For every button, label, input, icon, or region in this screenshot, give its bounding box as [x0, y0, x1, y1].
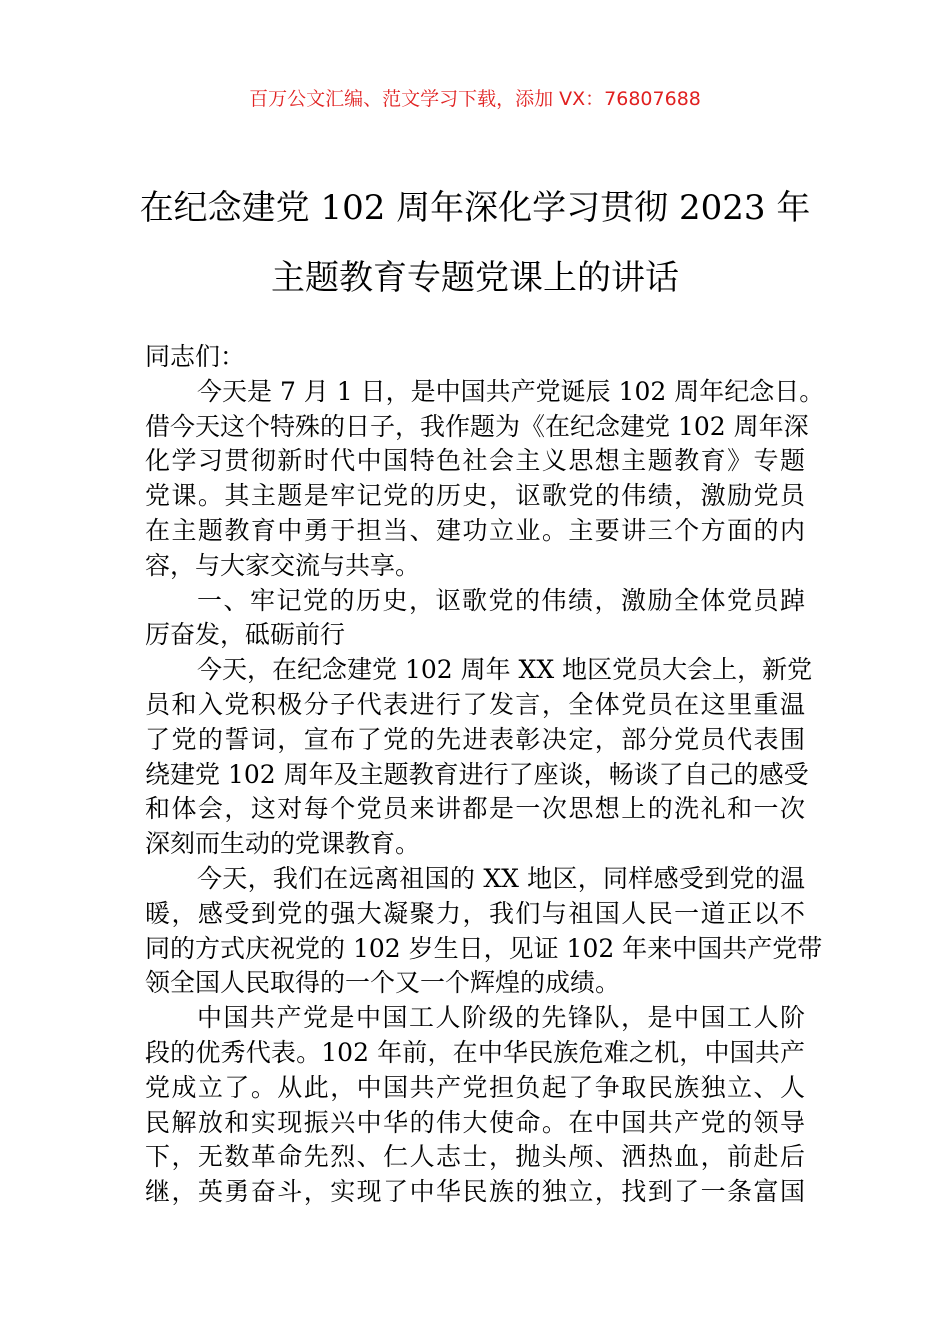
- text-line: 党成立了。从此，中国共产党担负起了争取民族独立、人: [145, 1072, 805, 1102]
- text-line: 深刻而生动的党课教育。: [145, 829, 421, 859]
- text-line: 党课。其主题是牢记党的历史，讴歌党的伟绩，激励党员: [145, 481, 805, 511]
- text-line: 在主题教育中勇于担当、建功立业。主要讲三个方面的内: [145, 515, 805, 545]
- text-line: 今天，在纪念建党 102 周年 XX 地区党员大会上，新党: [197, 655, 813, 685]
- document-body: [145, 340, 825, 1210]
- document-title-line-1: 在纪念建党 102 周年深化学习贯彻 2023 年: [139, 188, 811, 228]
- text-line: 同的方式庆祝党的 102 岁生日，见证 102 年来中国共产党带: [145, 933, 823, 963]
- text-line: 领全国人民取得的一个又一个辉煌的成绩。: [145, 968, 621, 998]
- text-line: 容，与大家交流与共享。: [145, 550, 421, 580]
- text-line: 化学习贯彻新时代中国特色社会主义思想主题教育》专题: [145, 446, 805, 476]
- text-line: 厉奋发，砥砺前行: [145, 620, 346, 650]
- text-line: 今天是 7 月 1 日，是中国共产党诞辰 102 周年纪念日。: [197, 376, 825, 406]
- watermark-banner: 百万公文汇编、范文学习下载，添加 VX：76807688: [249, 88, 701, 110]
- text-line: 暖，感受到党的强大凝聚力，我们与祖国人民一道正以不: [145, 898, 805, 928]
- text-line: 借今天这个特殊的日子，我作题为《在纪念建党 102 周年深: [145, 411, 809, 441]
- text-line: 了党的誓词，宣布了党的先进表彰决定，部分党员代表围: [145, 724, 805, 754]
- text-line: 一、牢记党的历史，讴歌党的伟绩，激励全体党员踔: [197, 585, 805, 615]
- text-line: 今天，我们在远离祖国的 XX 地区，同样感受到党的温: [197, 863, 805, 893]
- text-line: 民解放和实现振兴中华的伟大使命。在中国共产党的领导: [145, 1107, 805, 1137]
- text-line: 继，英勇奋斗，实现了中华民族的独立，找到了一条富国: [145, 1177, 805, 1207]
- text-line: 员和入党积极分子代表进行了发言，全体党员在这里重温: [145, 689, 805, 719]
- text-line: 同志们：: [145, 342, 246, 371]
- text-line: 绕建党 102 周年及主题教育进行了座谈，畅谈了自己的感受: [145, 759, 809, 789]
- text-line: 下，无数革命先烈、仁人志士，抛头颅、洒热血，前赴后: [145, 1142, 805, 1172]
- text-line: 和体会，这对每个党员来讲都是一次思想上的洗礼和一次: [145, 794, 805, 824]
- text-line: 段的优秀代表。102 年前，在中华民族危难之机，中国共产: [145, 1037, 805, 1067]
- document-title-line-2: 主题教育专题党课上的讲话: [271, 258, 679, 298]
- text-line: 中国共产党是中国工人阶级的先锋队，是中国工人阶: [197, 1003, 805, 1033]
